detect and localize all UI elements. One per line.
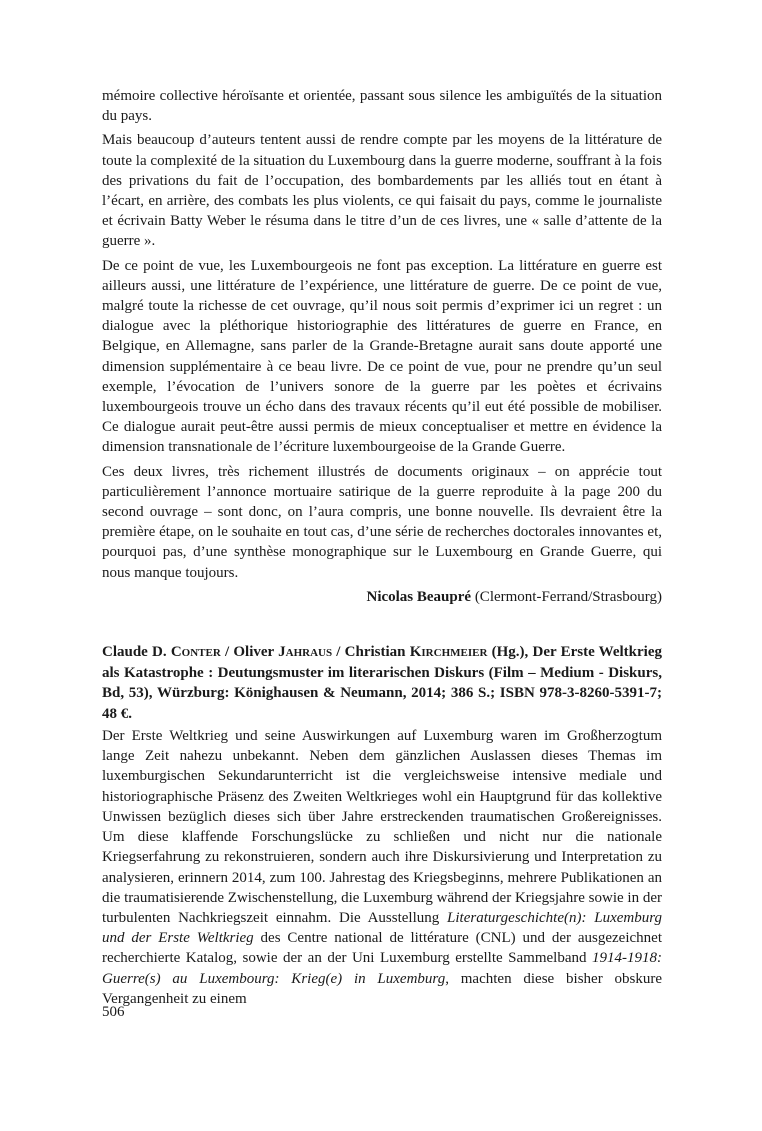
body-text: des Centre national de littérature (CNL) und der ausgezeichnet recherchierte Katalog, sowie der an der Uni Luxemburg erstellte Sammelband — [102, 930, 662, 967]
editor-first-name: / Oliver — [220, 644, 279, 661]
book-citation: (Hg.), Der Erste Weltkrieg als Katastrophe : Deutungsmuster im literarischen Diskurs (Film – Medium - Diskurs, Bd, 53), Würzburg: Könighausen & Neumann, 2014; 386 S.; ISBN 978-3-8260-5391-7; 48 €. — [102, 644, 662, 722]
editor-last-name: Kirchmeier — [409, 644, 488, 661]
editor-first-name: / Christian — [332, 644, 410, 661]
volume-title: 1914-1918: Guerre(s) au Luxembourg: Krieg(e) in Luxemburg — [102, 950, 662, 987]
paragraph: Mais beaucoup d’auteurs tentent aussi de rendre compte par les moyens de la littérature de toute la complexité de la situation du Luxembourg dans la guerre moderne, souffrant à la fois des privations du fait de l’occupation, des bombardements par les alliés tout en étant à l’écart, en arrière, des combats les plus violents, ce qui faisait du pays, comme le journaliste et écrivain Batty Weber le résuma dans le titre d’un de ces livres, une « salle d’attente de la guerre ». — [102, 132, 662, 250]
editor-first-name: Claude D. — [102, 644, 171, 661]
review-heading — [102, 642, 662, 724]
page-number: 506 — [102, 1004, 125, 1020]
paragraph — [102, 726, 662, 1009]
body-text: , machten diese bisher obskure Vergangenheit zu einem — [102, 970, 662, 1007]
editor-last-name: Conter — [170, 644, 221, 661]
paragraph: Ces deux livres, très richement illustrés de documents originaux – on apprécie tout particulièrement l’annonce mortuaire satirique de la guerre reproduite à la page 200 du second ouvrage – sont donc, on l’aura compris, une bonne nouvelle. Ils devraient être la première étape, on le souhaite en tout cas, d’une série de recherches doctorales innovantes et, pourquoi pas, d’une synthèse monographique sur le Luxembourg en Grande Guerre, qui nous manque toujours. — [102, 463, 662, 581]
exhibition-title: Literaturgeschichte(n): Luxemburg und der Erste Weltkrieg — [102, 909, 663, 947]
page-text-block — [102, 86, 662, 1013]
reviewer-name: Nicolas Beaupré — [366, 588, 472, 605]
body-text: Der Erste Weltkrieg und seine Auswirkungen auf Luxemburg waren im Großherzogtum lange Zeit nahezu unbekannt. Neben dem gänzlichen Auslassen dieses Themas im luxemburgischen Sekundarunterricht ist die vergleichsweise intensive mediale und historiographische Präsenz des Zweiten Weltkrieges wohl ein Hauptgrund für das kollektive Unwissen bezüglich dieses sich über Jahre erstreckenden traumatischen Großereignisses. Um diese klaffende Forschungslücke zu schließen und nicht nur die nationale Kriegserfahrung zu rekonstruieren, sondern auch ihre Diskursivierung und Interpretation zu analysieren, erinnern 2014, zum 100. Jahrestag des Kriegsbeginns, mehrere Publikationen an die traumatisierende Zwischenstellung, die Luxemburg während der Kriegsjahre sowie in der turbulenten Nachkriegszeit einnahm. Die Ausstellung — [102, 728, 662, 926]
review-signature — [102, 587, 662, 607]
paragraph: De ce point de vue, les Luxembourgeois ne font pas exception. La littérature en guerre est ailleurs aussi, une littérature de l’expérience, une littérature de guerre. De ce point de vue, malgré toute la richesse de cet ouvrage, qu’il nous soit permis d’exprimer ici un regret : un dialogue avec la pléthorique historiographie des littératures de guerre en France, en Belgique, en Allemagne, sans parler de la Grande-Bretagne aurait sans doute apporté une dimension supplémentaire à ce beau livre. De ce point de vue, pour ne prendre qu’un seul exemple, l’évocation de l’univers sonore de la guerre par les poètes et écrivains luxembourgeois trouve un écho dans des travaux récents qu’il eut été possible de mobiliser. Ce dialogue aurait peut-être aussi permis de mieux conceptualiser et mettre en évidence la dimension transnationale de l’écriture luxembourgeoise de la Grande Guerre. — [102, 257, 662, 456]
reviewer-affiliation: (Clermont-Ferrand/Strasbourg) — [474, 588, 662, 605]
paragraph: mémoire collective héroïsante et orientée, passant sous silence les ambiguïtés de la situation du pays. — [102, 88, 662, 125]
editor-last-name: Jahraus — [278, 644, 333, 661]
